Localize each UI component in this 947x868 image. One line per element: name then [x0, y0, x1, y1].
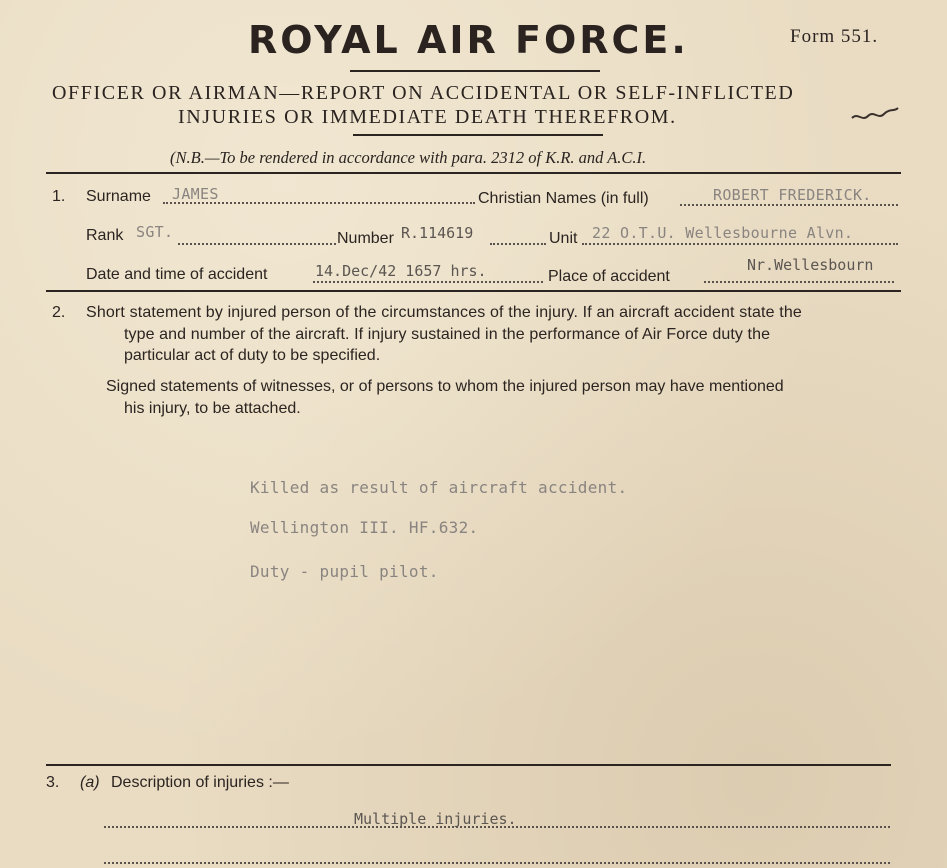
unit-label: Unit [549, 230, 578, 247]
statement-instructions-line3: particular act of duty to be specified. [124, 347, 381, 364]
form-title: ROYAL AIR FORCE. [248, 18, 689, 62]
divider-section2 [46, 764, 891, 766]
statement-line-2: Wellington III. HF.632. [250, 518, 479, 537]
unit-dotted-line [582, 243, 898, 245]
witness-instructions-line1: Signed statements of witnesses, or of persons to whom the injured person may have mentioned [106, 378, 784, 395]
surname-dotted-line [163, 202, 475, 204]
heading-underline [353, 134, 603, 136]
rank-dotted-line [178, 243, 336, 245]
report-heading-line2: INJURIES OR IMMEDIATE DEATH THEREFROM. [178, 106, 677, 128]
section-3-part: (a) [80, 774, 100, 791]
number-dotted-line [490, 243, 546, 245]
christian-names-label: Christian Names (in full) [478, 190, 649, 207]
nb-note: (N.B.—To be rendered in accordance with para. 2312 of K.R. and A.C.I. [170, 148, 647, 167]
divider-top [46, 172, 901, 174]
date-time-label: Date and time of accident [86, 266, 268, 283]
date-time-value: 14.Dec/42 1657 hrs. [315, 262, 487, 280]
number-value: R.114619 [401, 224, 474, 242]
date-time-dotted-line [313, 281, 543, 283]
place-value: Nr.Wellesbourn [747, 256, 874, 274]
rank-label: Rank [86, 227, 124, 244]
rank-value: SGT. [136, 223, 174, 241]
report-heading-line1: OFFICER OR AIRMAN—REPORT ON ACCIDENTAL OR SELF-INFLICTED [52, 82, 795, 104]
surname-label: Surname [86, 188, 151, 205]
title-underline [350, 70, 600, 72]
statement-instructions-line1: Short statement by injured person of the circumstances of the injury. If an aircraft accident state the [86, 304, 802, 321]
statement-instructions-line2: type and number of the aircraft. If injury sustained in the performance of Air Force duty the [124, 326, 771, 343]
christian-names-dotted-line [680, 204, 898, 206]
surname-value: JAMES [172, 185, 219, 203]
section-1-number: 1. [52, 188, 66, 205]
place-dotted-line [704, 281, 894, 283]
section-3-number: 3. [46, 774, 60, 791]
divider-section1 [46, 290, 901, 292]
christian-names-value: ROBERT FREDERICK. [713, 186, 872, 204]
section-2-number: 2. [52, 304, 66, 321]
form-number: Form 551. [790, 26, 879, 47]
statement-line-3: Duty - pupil pilot. [250, 562, 439, 581]
injuries-value: Multiple injuries. [354, 810, 517, 828]
unit-value: 22 O.T.U. Wellesbourne Alvn. [592, 224, 854, 242]
ink-mark [850, 104, 900, 131]
statement-line-1: Killed as result of aircraft accident. [250, 478, 628, 497]
number-label: Number [337, 230, 394, 247]
injuries-label: Description of injuries :— [111, 774, 289, 791]
witness-instructions-line2: his injury, to be attached. [124, 400, 301, 417]
place-label: Place of accident [548, 268, 670, 285]
injuries-dotted-line-2 [104, 862, 890, 864]
